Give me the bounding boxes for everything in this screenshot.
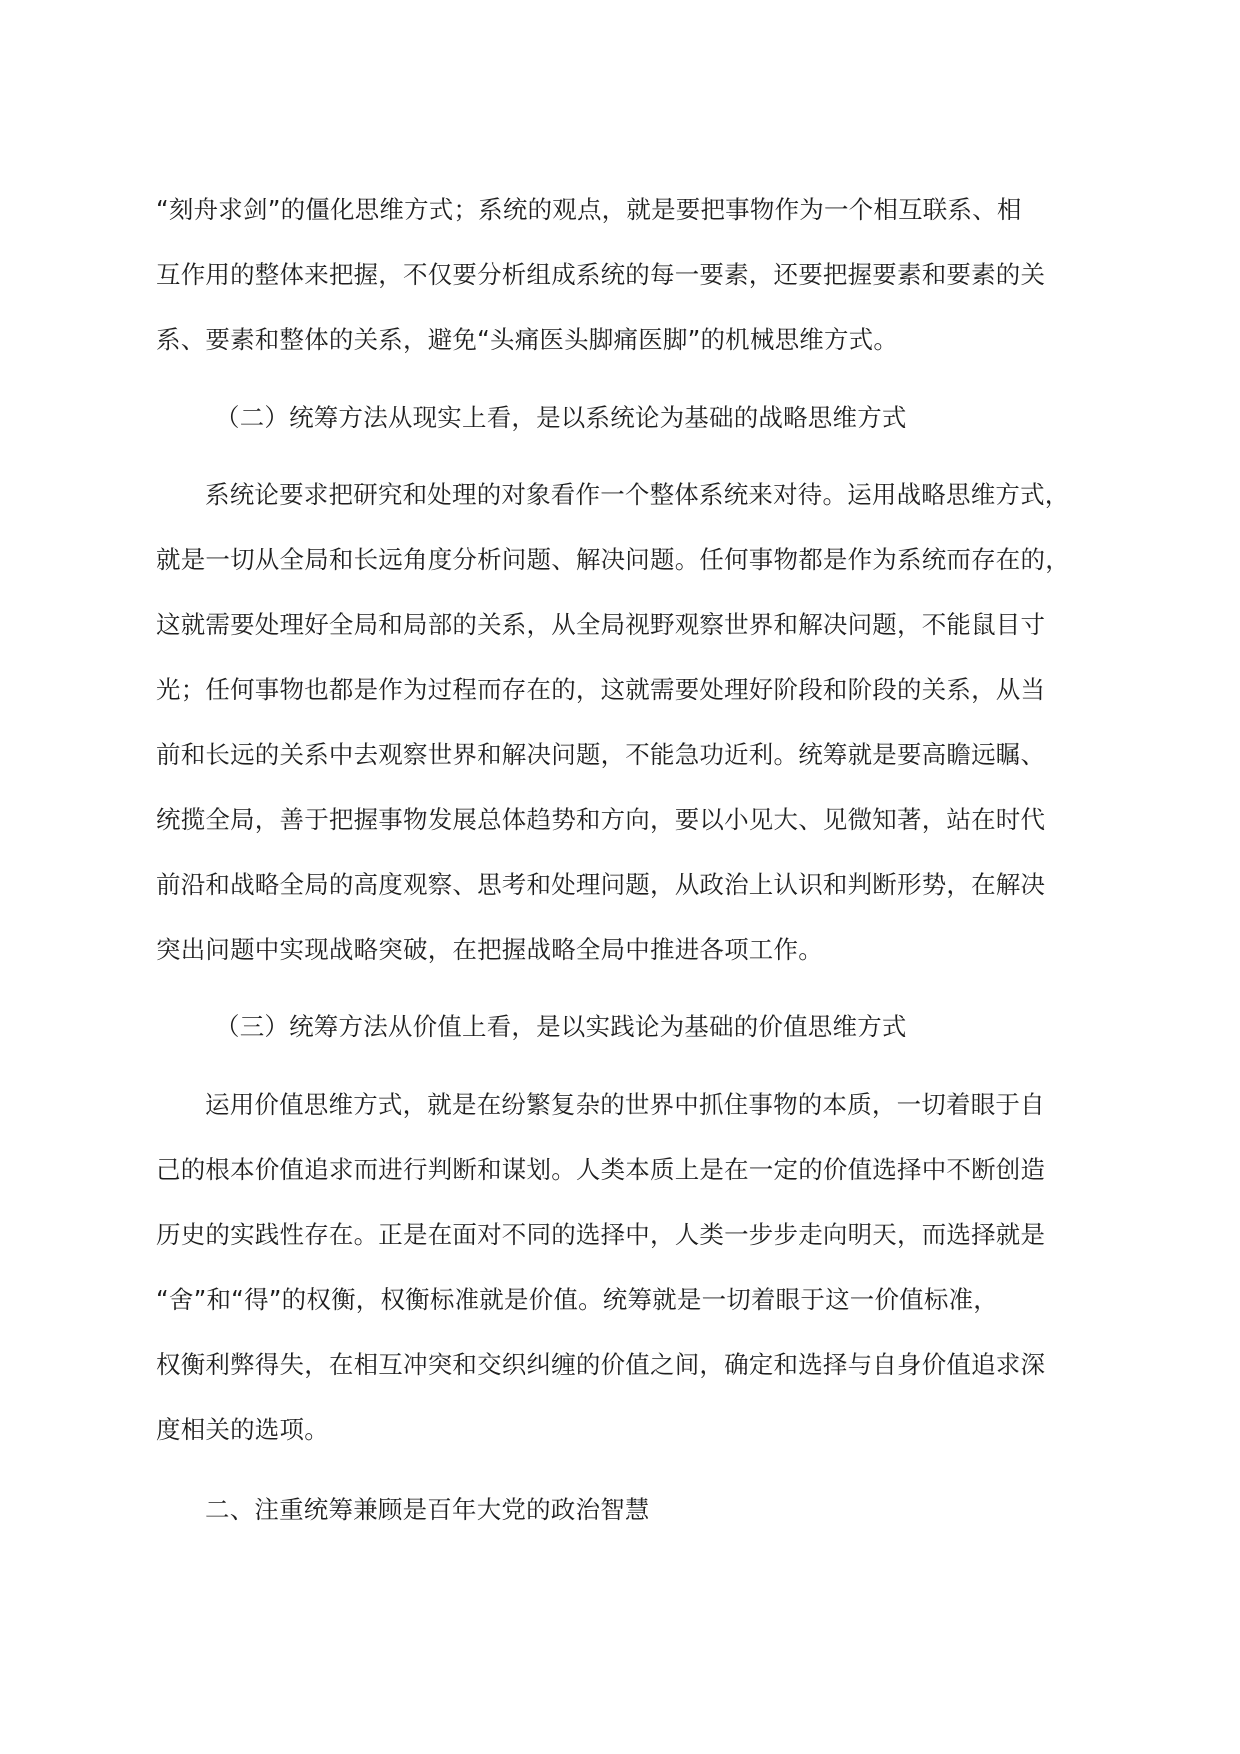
text-line: 度相关的选项。 <box>156 1415 329 1444</box>
text-line: 光；任何事物也都是作为过程而存在的，这就需要处理好阶段和阶段的关系，从当 <box>156 675 1046 704</box>
text-line: 互作用的整体来把握，不仅要分析组成系统的每一要素，还要把握要素和要素的关 <box>156 260 1046 289</box>
text-line: 突出问题中实现战略突破，在把握战略全局中推进各项工作。 <box>156 935 823 964</box>
chapter-heading: 二、注重统筹兼顾是百年大党的政治智慧 <box>205 1495 650 1524</box>
text-line: 权衡利弊得失，在相互冲突和交织纠缠的价值之间，确定和选择与自身价值追求深 <box>156 1350 1046 1379</box>
text-line: 前和长远的关系中去观察世界和解决问题，不能急功近利。统筹就是要高瞻远瞩、 <box>156 740 1046 769</box>
section-heading-3: （三）统筹方法从价值上看，是以实践论为基础的价值思维方式 <box>215 1012 907 1041</box>
text-line: 这就需要处理好全局和局部的关系，从全局视野观察世界和解决问题，不能鼠目寸 <box>156 610 1046 639</box>
text-line: 系、要素和整体的关系，避免“头痛医头脚痛医脚”的机械思维方式。 <box>156 325 899 354</box>
text-line: 系统论要求把研究和处理的对象看作一个整体系统来对待。运用战略思维方式， <box>205 480 1070 509</box>
text-line: 前沿和战略全局的高度观察、思考和处理问题，从政治上认识和判断形势，在解决 <box>156 870 1046 899</box>
text-line: “刻舟求剑”的僵化思维方式；系统的观点，就是要把事物作为一个相互联系、相 <box>156 195 1022 224</box>
text-line: 己的根本价值追求而进行判断和谋划。人类本质上是在一定的价值选择中不断创造 <box>156 1155 1046 1184</box>
text-line: 统揽全局，善于把握事物发展总体趋势和方向，要以小见大、见微知著，站在时代 <box>156 805 1046 834</box>
text-line: 运用价值思维方式，就是在纷繁复杂的世界中抓住事物的本质，一切着眼于自 <box>205 1090 1045 1119</box>
section-heading-2: （二）统筹方法从现实上看，是以系统论为基础的战略思维方式 <box>215 403 907 432</box>
text-line: 就是一切从全局和长远角度分析问题、解决问题。任何事物都是作为系统而存在的， <box>156 545 1070 574</box>
text-line: “舍”和“得”的权衡，权衡标准就是价值。统筹就是一切着眼于这一价值标准， <box>156 1285 998 1314</box>
text-line: 历史的实践性存在。正是在面对不同的选择中，人类一步步走向明天，而选择就是 <box>156 1220 1046 1249</box>
